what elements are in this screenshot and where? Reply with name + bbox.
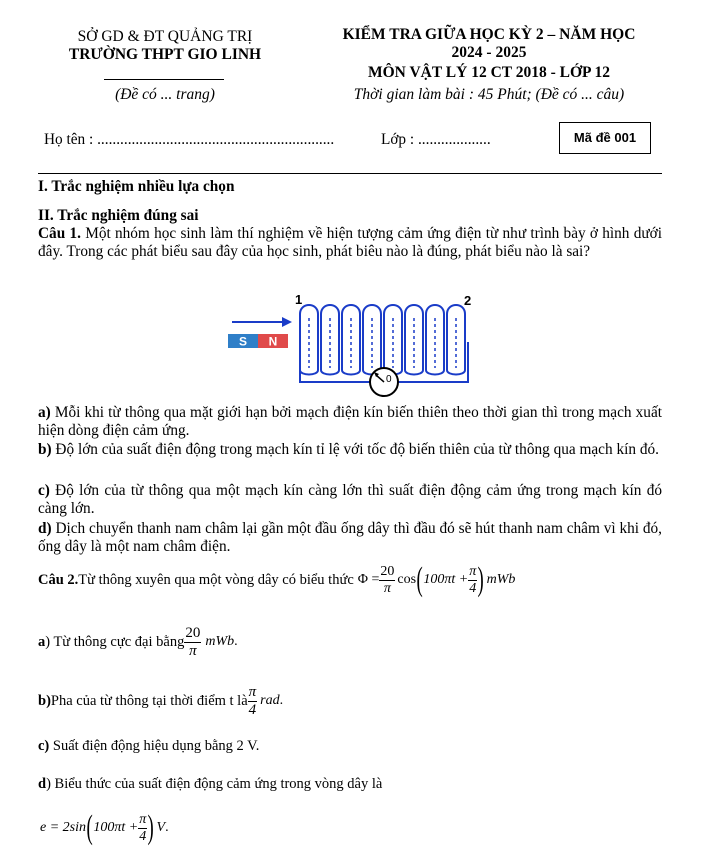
arrow-head [282, 317, 292, 327]
exam-title: KIỂM TRA GIỮA HỌC KỲ 2 – NĂM HỌC [342, 26, 636, 43]
q2-statement-d [38, 776, 382, 793]
question-2 [38, 558, 515, 602]
galvanometer-zero: 0 [386, 374, 392, 385]
q2-b-fraction: $\frac{\pi}{4}$ [248, 683, 257, 718]
question-2-label: Câu 2. [38, 571, 79, 588]
flux-argument: 100πt + [423, 572, 469, 587]
emf-lhs: e = 2sin [40, 820, 86, 835]
q2-statement-c [38, 738, 259, 755]
q1-d-label: d) [38, 520, 52, 537]
coil-back-wires [309, 318, 456, 368]
cos-function: cos [397, 572, 417, 587]
q2-b-unit: rad [260, 693, 280, 708]
q1-b-text: Độ lớn của suất điện động trong mạch kín tỉ lệ với tốc độ biến thiên của từ thông qua mạch kín đó. [51, 441, 659, 458]
q2-b-label: b) [38, 692, 51, 709]
q2-b-text: Pha của từ thông tại thời điểm t là [50, 692, 248, 709]
flux-coefficient: $\frac{20}{\pi}$ [380, 563, 395, 596]
emf-phase: $\frac{\pi}{4}$ [139, 811, 147, 844]
q2-statement-a: a ) Từ thông cực đại bằng $\frac{20}{\pi}$ mWb . [38, 624, 238, 659]
emf-formula: e = 2sin ( 100πt + $\frac{\pi}{4}$ ) V . [40, 809, 169, 846]
pages-note: (Đề có ... trang) [115, 86, 215, 103]
q2-a-fraction: $\frac{20}{\pi}$ [185, 624, 201, 659]
q2-a-text: ) Từ thông cực đại bằng [45, 633, 185, 650]
section-divider [38, 173, 662, 174]
q2-a-unit: mWb [205, 634, 235, 649]
induction-experiment-figure [224, 292, 484, 398]
q1-statement-a [38, 404, 662, 440]
class-field: Lớp : ................... [381, 131, 491, 148]
student-name-field: Họ tên : .............................................................. [44, 131, 335, 148]
q1-a-text: Mỗi khi từ thông qua mặt giới hạn bởi mạch điện kín biến thiên theo thời gian thì trong mạch xuất hiện dòng điện cảm ứng. [38, 404, 662, 439]
header-divider [104, 79, 224, 80]
department-name: SỞ GD & ĐT QUẢNG TRỊ [77, 28, 253, 45]
time-note: Thời gian làm bài : 45 Phút; (Đề có ... câu) [353, 86, 625, 103]
flux-symbol: Φ = [357, 572, 380, 587]
q2-c-label: c) [38, 738, 50, 754]
flux-formula: Φ = $\frac{20}{\pi}$ cos ( 100πt + $\frac{\pi}{4}$ ) mWb [357, 561, 516, 598]
question-1-text: Một nhóm học sinh làm thí nghiệm về hiện tượng cảm ứng điện từ như trình bày ở hình dưới đây. Trong các phát biểu sau đây của học sinh, phát biêu nào là đúng, phát biểu nào là sai? [38, 225, 663, 260]
coil-end-2-label: 2 [464, 293, 472, 308]
q1-a-label: a) [38, 404, 51, 421]
q1-c-text: Độ lớn của từ thông qua một mạch kín càng lớn thì suất điện động cảm ứng trong mạch kín đó càng lớn. [38, 482, 662, 517]
q2-a-label: a [38, 633, 46, 650]
solenoid-coil [300, 305, 465, 375]
emf-unit: V [156, 820, 166, 835]
coil-end-1-label: 1 [295, 292, 303, 307]
q1-b-label: b) [38, 441, 52, 458]
magnet-s-label: S [238, 334, 248, 349]
q1-statement-d [38, 520, 662, 556]
school-year: 2024 - 2025 [451, 44, 527, 61]
q2-statement-b: b) Pha của từ thông tại thời điểm t là $\frac{\pi}{4}$ rad . [38, 683, 284, 718]
section-1-heading: I. Trắc nghiệm nhiều lựa chọn [38, 178, 235, 195]
section-2-heading: II. Trắc nghiệm đúng sai [38, 207, 199, 224]
q1-statement-c [38, 482, 662, 518]
question-2-text: Từ thông xuyên qua một vòng dây có biểu thức [78, 571, 354, 588]
q1-d-text: Dịch chuyển thanh nam châm lại gần một đầu ống dây thì đầu đó sẽ hút thanh nam châm vì khi đó, ống dây là một nam châm điện. [38, 520, 662, 555]
flux-phase: $\frac{\pi}{4}$ [469, 563, 477, 596]
school-name: TRƯỜNG THPT GIO LINH [68, 46, 262, 63]
q2-d-label: d [38, 776, 47, 792]
question-1-label: Câu 1. [38, 225, 81, 242]
q1-c-label: c) [38, 482, 50, 499]
q1-statement-b [38, 441, 662, 459]
subject-line: MÔN VẬT LÝ 12 CT 2018 - LỚP 12 [368, 64, 610, 81]
exam-code-box: Mã đề 001 [559, 122, 651, 154]
q2-c-text: Suất điện động hiệu dụng bằng 2 V. [49, 738, 260, 754]
q2-d-text: ) Biểu thức của suất điện động cảm ứng trong vòng dây là [46, 776, 383, 792]
question-1 [38, 225, 662, 261]
flux-unit: mWb [486, 572, 516, 587]
emf-argument: 100πt + [93, 820, 139, 835]
magnet-n-label: N [268, 334, 278, 349]
